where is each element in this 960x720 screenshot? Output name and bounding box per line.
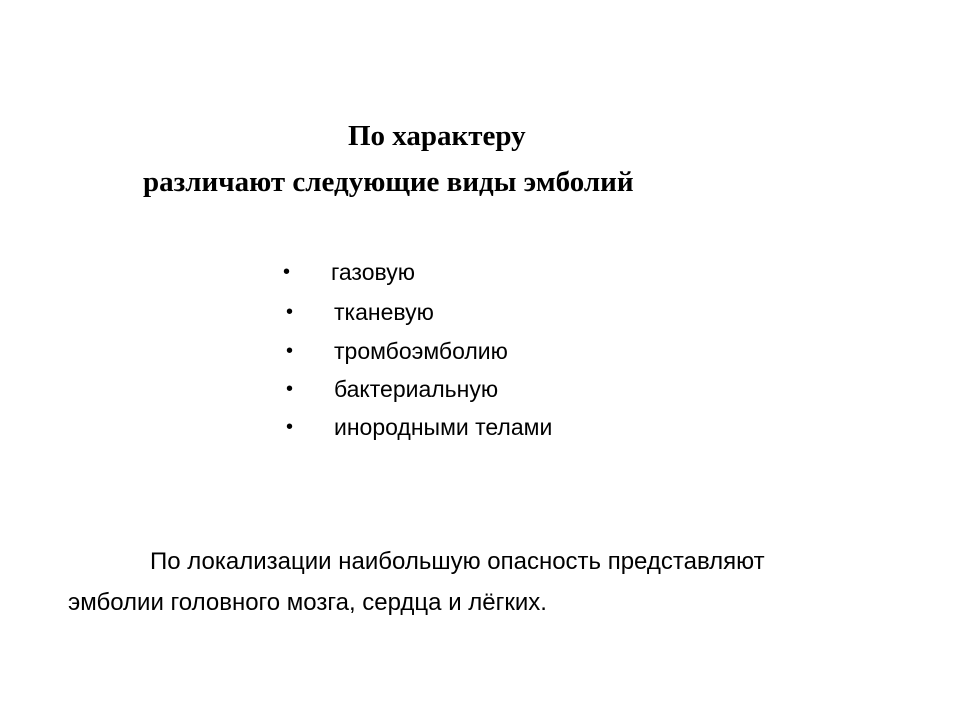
slide-title-line-2: различают следующие виды эмболий — [143, 166, 634, 198]
bullet-marker: • — [286, 340, 294, 362]
localization-paragraph-line-1: По локализации наибольшую опасность представляют — [150, 548, 765, 575]
list-item-text: инородными телами — [334, 414, 553, 440]
bullet-marker: • — [283, 261, 291, 283]
list-item-text: тканевую — [334, 299, 434, 325]
bullet-marker: • — [286, 301, 294, 323]
slide-title-line-1: По характеру — [348, 120, 526, 152]
bullet-marker: • — [286, 416, 294, 438]
list-item-text: тромбоэмболию — [334, 338, 508, 364]
list-item-text: газовую — [331, 259, 415, 285]
localization-paragraph-line-2: эмболии головного мозга, сердца и лёгких. — [68, 589, 547, 616]
list-item-text: бактериальную — [334, 376, 499, 402]
bullet-marker: • — [286, 378, 294, 400]
